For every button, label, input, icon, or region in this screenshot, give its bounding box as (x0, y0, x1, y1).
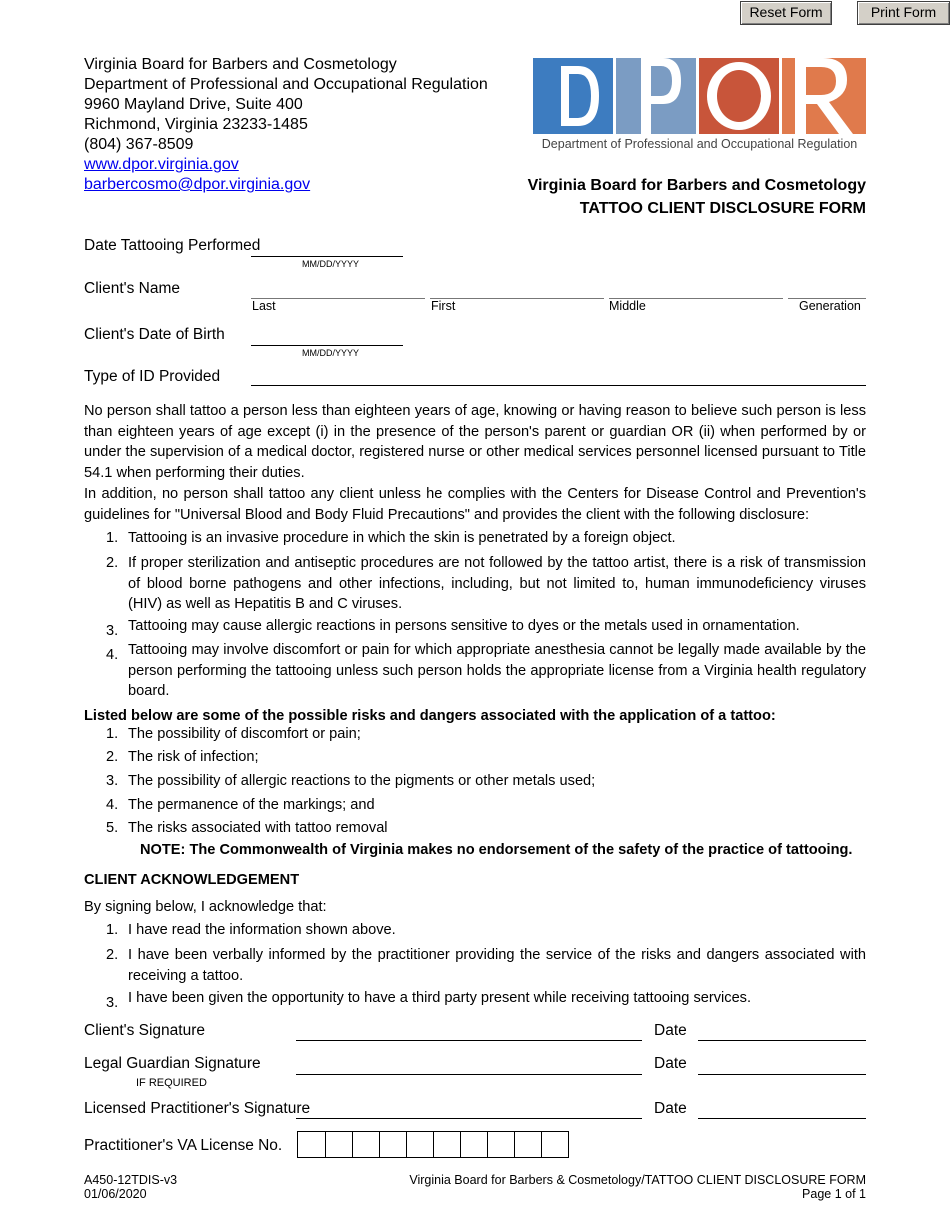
client-signature-date-field[interactable] (698, 1040, 866, 1041)
date-performed-field[interactable] (251, 256, 403, 257)
address-line: Richmond, Virginia 23233-1485 (84, 116, 308, 133)
date-performed-hint: MM/DD/YYYY (302, 259, 360, 269)
license-digit-box[interactable] (460, 1131, 488, 1158)
client-signature-label: Client's Signature (84, 1022, 205, 1039)
license-digit-box[interactable] (352, 1131, 380, 1158)
last-name-field[interactable] (251, 298, 425, 299)
form-date: 01/06/2020 (84, 1187, 147, 1201)
generation-label: Generation (799, 299, 861, 313)
license-digit-box[interactable] (487, 1131, 515, 1158)
agency-address (84, 55, 488, 195)
footer-left (84, 1173, 177, 1201)
license-digit-box[interactable] (298, 1131, 326, 1158)
form-title: TATTOO CLIENT DISCLOSURE FORM (579, 200, 866, 217)
license-digit-box[interactable] (541, 1131, 569, 1158)
license-digit-box[interactable] (379, 1131, 407, 1158)
reset-form-button[interactable]: Reset Form (740, 1, 832, 25)
license-number-label: Practitioner's VA License No. (84, 1137, 283, 1154)
practitioner-signature-field[interactable] (296, 1118, 642, 1119)
first-name-label: First (431, 299, 456, 313)
cdc-paragraph: In addition, no person shall tattoo any client unless he complies with the Centers for Disease Control and Prevention's guidelines for "Universal Blood and Body Fluid Precautions" and provides the client with the following disclosure: (84, 486, 866, 523)
license-digit-box[interactable] (514, 1131, 542, 1158)
date-label: Date (654, 1022, 687, 1039)
license-digit-box[interactable] (433, 1131, 461, 1158)
date-label: Date (654, 1055, 687, 1072)
dob-field[interactable] (251, 345, 403, 346)
client-signature-field[interactable] (296, 1040, 642, 1041)
address-line: 9960 Mayland Drive, Suite 400 (84, 96, 303, 113)
license-digit-box[interactable] (325, 1131, 353, 1158)
practitioner-signature-label: Licensed Practitioner's Signature (84, 1100, 311, 1117)
guardian-signature-label: Legal Guardian Signature (84, 1055, 261, 1072)
license-digit-box[interactable] (406, 1131, 434, 1158)
form-title-block (528, 174, 866, 220)
id-type-label: Type of ID Provided (84, 368, 221, 385)
id-type-field[interactable] (251, 385, 866, 386)
board-title: Virginia Board for Barbers and Cosmetology (527, 177, 866, 194)
website-link[interactable]: www.dpor.virginia.gov (84, 156, 239, 173)
middle-name-label: Middle (609, 299, 646, 313)
email-link[interactable]: barbercosmo@dpor.virginia.gov (84, 176, 311, 193)
acknowledgement-heading: CLIENT ACKNOWLEDGEMENT (84, 872, 300, 888)
page-number: Page 1 of 1 (802, 1187, 866, 1201)
address-line: Virginia Board for Barbers and Cosmetology (84, 56, 397, 73)
last-name-label: Last (252, 299, 276, 313)
date-performed-label: Date Tattooing Performed (84, 237, 261, 254)
dob-label: Client's Date of Birth (84, 326, 225, 343)
address-line: (804) 367-8509 (84, 136, 194, 153)
guardian-if-required-note: IF REQUIRED (136, 1077, 207, 1089)
first-name-field[interactable] (430, 298, 604, 299)
endorsement-note: NOTE: The Commonwealth of Virginia makes no endorsement of the safety of the practice of tattooing. (140, 842, 853, 858)
print-form-button[interactable]: Print Form (857, 1, 950, 25)
logo-caption: Department of Professional and Occupational Regulation (541, 137, 858, 151)
acknowledgement-intro: By signing below, I acknowledge that: (84, 899, 327, 915)
guardian-signature-field[interactable] (296, 1074, 642, 1075)
footer-right (409, 1173, 866, 1201)
risks-heading: Listed below are some of the possible risks and dangers associated with the application of a tattoo: (84, 708, 776, 724)
footer-title: Virginia Board for Barbers & Cosmetology/TATTOO CLIENT DISCLOSURE FORM (409, 1173, 866, 1187)
age-restriction-paragraph: No person shall tattoo a person less than eighteen years of age, knowing or having reason to believe such person is less than eighteen years of age except (i) in the presence of the person's parent or guardian OR (ii) when performed by or under the supervision of a medical doctor, registered nurse or other medical services personnel licensed pursuant to Title 54.1 when performing their duties. (84, 403, 866, 481)
dpor-logo (533, 58, 866, 154)
dob-hint: MM/DD/YYYY (302, 348, 360, 358)
guardian-signature-date-field[interactable] (698, 1074, 866, 1075)
form-code: A450-12TDIS-v3 (84, 1173, 178, 1187)
address-line: Department of Professional and Occupational Regulation (84, 76, 488, 93)
practitioner-signature-date-field[interactable] (698, 1118, 866, 1119)
client-name-label: Client's Name (84, 280, 180, 297)
date-label: Date (654, 1100, 687, 1117)
